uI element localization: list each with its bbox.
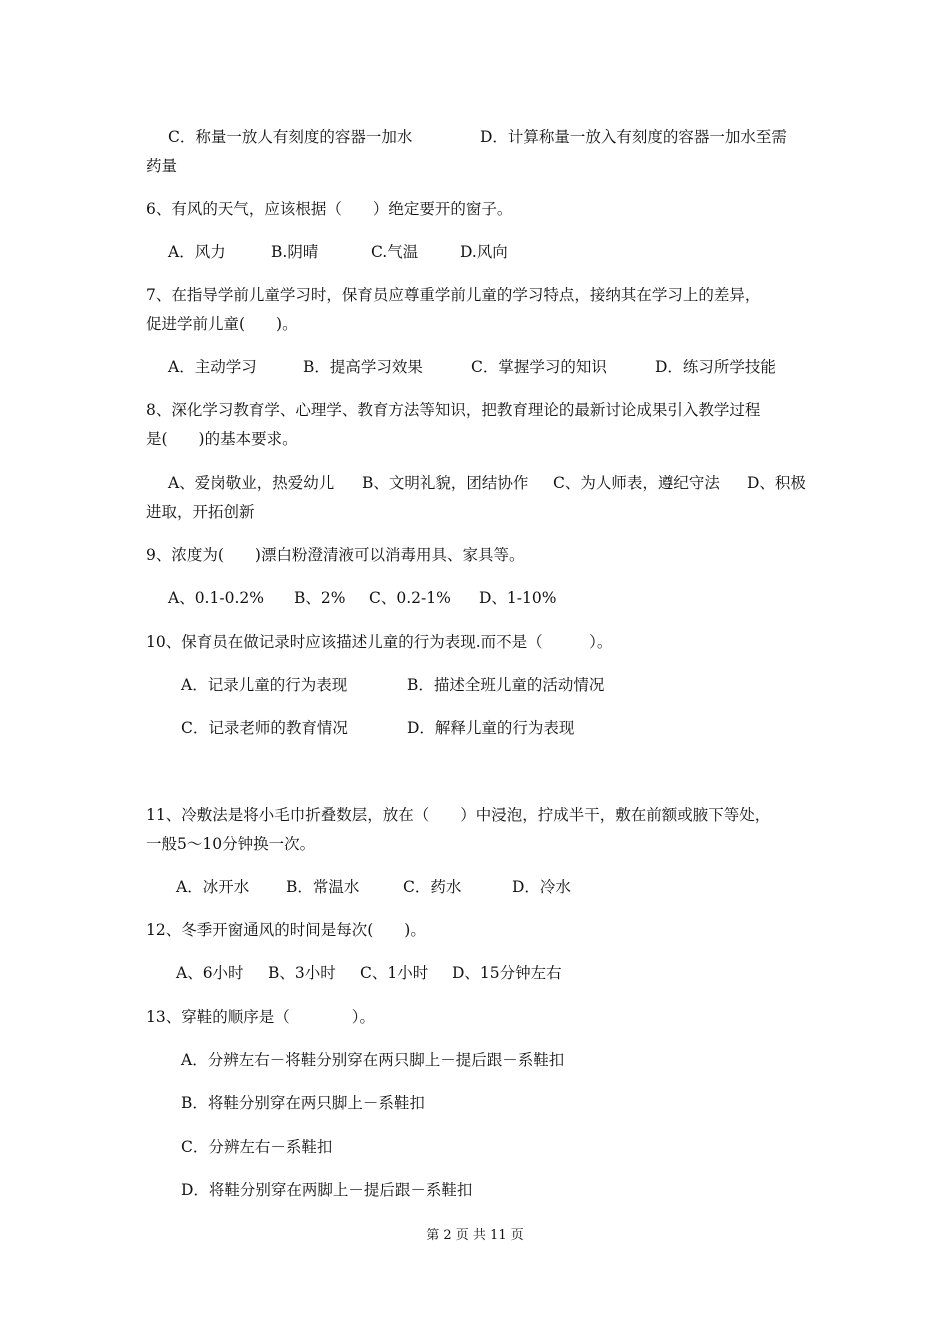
q12-option-c: C、1小时 (360, 964, 429, 982)
q11-stem-line2: 一般5～10分钟换一次。 (146, 835, 316, 853)
q6-option-b: B.阴晴 (271, 243, 319, 261)
q6-stem: 6、有风的天气，应该根据（ ）绝定要开的窗子。 (146, 200, 513, 218)
q8-option-c: C、为人师表，遵纪守法 (553, 474, 720, 492)
q11-option-d: D．冷水 (512, 878, 571, 896)
q10-stem: 10、保育员在做记录时应该描述儿童的行为表现.而不是（ ）。 (146, 633, 613, 651)
q13-stem: 13、穿鞋的顺序是（ ）。 (146, 1008, 375, 1026)
q13-option-d: D．将鞋分别穿在两脚上－提后跟－系鞋扣 (181, 1181, 473, 1199)
q12-stem: 12、冬季开窗通风的时间是每次( )。 (146, 921, 426, 939)
q6-option-a: A．风力 (168, 243, 226, 261)
q12-option-a: A、6小时 (176, 964, 244, 982)
q8-option-a: A、爱岗敬业，热爱幼儿 (168, 474, 335, 492)
q10-option-c: C．记录老师的教育情况 (181, 719, 348, 737)
q9-option-b: B、2% (294, 589, 346, 607)
q12-option-d: D、15分钟左右 (452, 964, 562, 982)
q7-stem-line1: 7、在指导学前儿童学习时，保育员应尊重学前儿童的学习特点，接纳其在学习上的差异， (146, 286, 761, 304)
q13-option-b: B．将鞋分别穿在两只脚上－系鞋扣 (181, 1094, 425, 1112)
q11-option-b: B．常温水 (286, 878, 360, 896)
q8-stem-line2: 是( )的基本要求。 (146, 430, 298, 448)
q9-stem: 9、浓度为( )漂白粉澄清液可以消毒用具、家具等。 (146, 546, 525, 564)
q8-option-d-continued: 进取，开拓创新 (146, 503, 255, 521)
q5-option-c: C．称量一放人有刻度的容器一加水 (168, 128, 413, 146)
q5-option-d: D．计算称量一放入有刻度的容器一加水至需 (480, 128, 787, 146)
q6-option-c: C.气温 (371, 243, 419, 261)
q7-option-d: D．练习所学技能 (655, 358, 776, 376)
q11-option-c: C．药水 (403, 878, 462, 896)
q5-option-d-continued: 药量 (146, 157, 178, 175)
q8-option-d: D、积极 (747, 474, 806, 492)
q8-option-b: B、文明礼貌，团结协作 (362, 474, 529, 492)
q9-option-c: C、0.2-1% (369, 589, 451, 607)
q8-stem-line1: 8、深化学习教育学、心理学、教育方法等知识，把教育理论的最新讨论成果引入教学过程 (146, 401, 761, 419)
page-number-footer: 第 2 页 共 11 页 (426, 1228, 524, 1243)
q6-option-d: D.风向 (460, 243, 508, 261)
q12-option-b: B、3小时 (268, 964, 336, 982)
q9-option-a: A、0.1-0.2% (168, 589, 264, 607)
q7-stem-line2: 促进学前儿童( )。 (146, 315, 298, 333)
q11-option-a: A．冰开水 (176, 878, 250, 896)
q9-option-d: D、1-10% (479, 589, 557, 607)
q7-option-c: C．掌握学习的知识 (471, 358, 607, 376)
q13-option-c: C．分辨左右－系鞋扣 (181, 1138, 333, 1156)
q10-option-b: B．描述全班儿童的活动情况 (407, 676, 605, 694)
q10-option-d: D．解释儿童的行为表现 (407, 719, 575, 737)
q13-option-a: A．分辨左右－将鞋分别穿在两只脚上－提后跟－系鞋扣 (181, 1051, 565, 1069)
q7-option-a: A．主动学习 (168, 358, 257, 376)
q10-option-a: A．记录儿童的行为表现 (181, 676, 348, 694)
q11-stem-line1: 11、冷敷法是将小毛巾折叠数层，放在（ ）中浸泡，拧成半干，敷在前额或腋下等处， (146, 806, 771, 824)
q7-option-b: B．提高学习效果 (303, 358, 423, 376)
